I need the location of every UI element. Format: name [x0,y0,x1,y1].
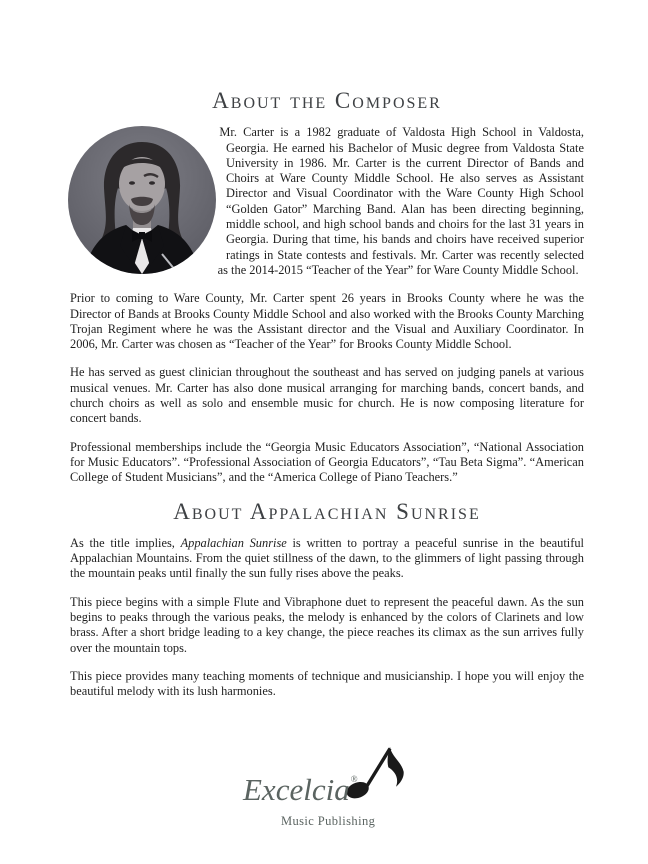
composer-bio-block [70,125,584,291]
composer-photo [68,126,216,274]
composer-paragraph-2: Prior to coming to Ware County, Mr. Carter spent 26 years in Brooks County where he was the Director of Bands at Brooks County Middle School and also worked with the Brooks County Marching Trojan Regiment where he was the Assistant director and the Visual and Auxiliary Coordinator. In 2006, Mr. Carter was chosen as “Teacher of the Year” for Brooks County Middle School. [70,291,584,352]
registered-trademark-symbol: ® [350,773,358,784]
logo-tagline: Music Publishing [281,813,376,828]
piece-title-italic: Appalachian Sunrise [180,535,287,550]
piece-section-title: About Appalachian Sunrise [173,498,481,524]
composer-paragraph-3: He has served as guest clinician throughout the southeast and has served on judging panels at various musical venues. Mr. Carter has also done musical arranging for marching bands, concert bands, and church choirs as well as solo and ensemble music for church. He is now composing literature for concert bands. [70,365,584,426]
logo-brand-line [243,772,358,808]
composer-paragraph-1: Mr. Carter is a 1982 graduate of Valdosta High School in Valdosta, Georgia. He earned his Bachelor of Music degree from Valdosta State University in 1986. Mr. Carter is the current Director of Bands and Choirs at Ware County Middle School. He also serves as Assistant Director and Visual Coordinator with the Ware County High School “Golden Gator” Marching Band. Alan has been directing beginning, middle school, and high school bands and choirs for the last 31 years in Georgia. During that time, his bands and choirs have received superior ratings in State contests and festivals. Mr. Carter was recently selected as the 2014-2015 “Teacher of the Year” for Ware County Middle School. [217,125,584,277]
composer-paragraph-4: Professional memberships include the “Georgia Music Educators Association”, “National Association for Music Educators”. “Professional Association of Georgia Educators”, “Tau Beta Sigma”. “American College of Student Musicians”, and the “America College of Piano Teachers.” [70,439,584,485]
publisher-logo [237,742,417,842]
piece-paragraph-1 [70,536,584,582]
piece-intro-before: As the title implies, [70,535,181,550]
piece-intro-after: is written to portray a peaceful sunrise in the beautiful Appalachian Mountains. From the quiet stillness of the dawn, to the glimmers of light passing through the mountain peaks until finally the sun fully rises above the peaks. [70,535,584,581]
composer-section-title: About the Composer [212,88,442,113]
piece-paragraph-3: This piece provides many teaching moments of technique and musicianship. I hope you will enjoy the beautiful melody with its lush harmonies. [70,668,584,699]
composer-portrait-image [68,126,216,274]
logo-brand-text: Excelcia [243,771,350,807]
piece-paragraph-2: This piece begins with a simple Flute and Vibraphone duet to represent the peaceful dawn. As the sun begins to peaks through the various peaks, the melody is enhanced by the colors of Clarinets and low brass. After a short bridge leading to a key change, the piece reaches its climax as the sun arrives fully over the mountain tops. [70,594,584,655]
